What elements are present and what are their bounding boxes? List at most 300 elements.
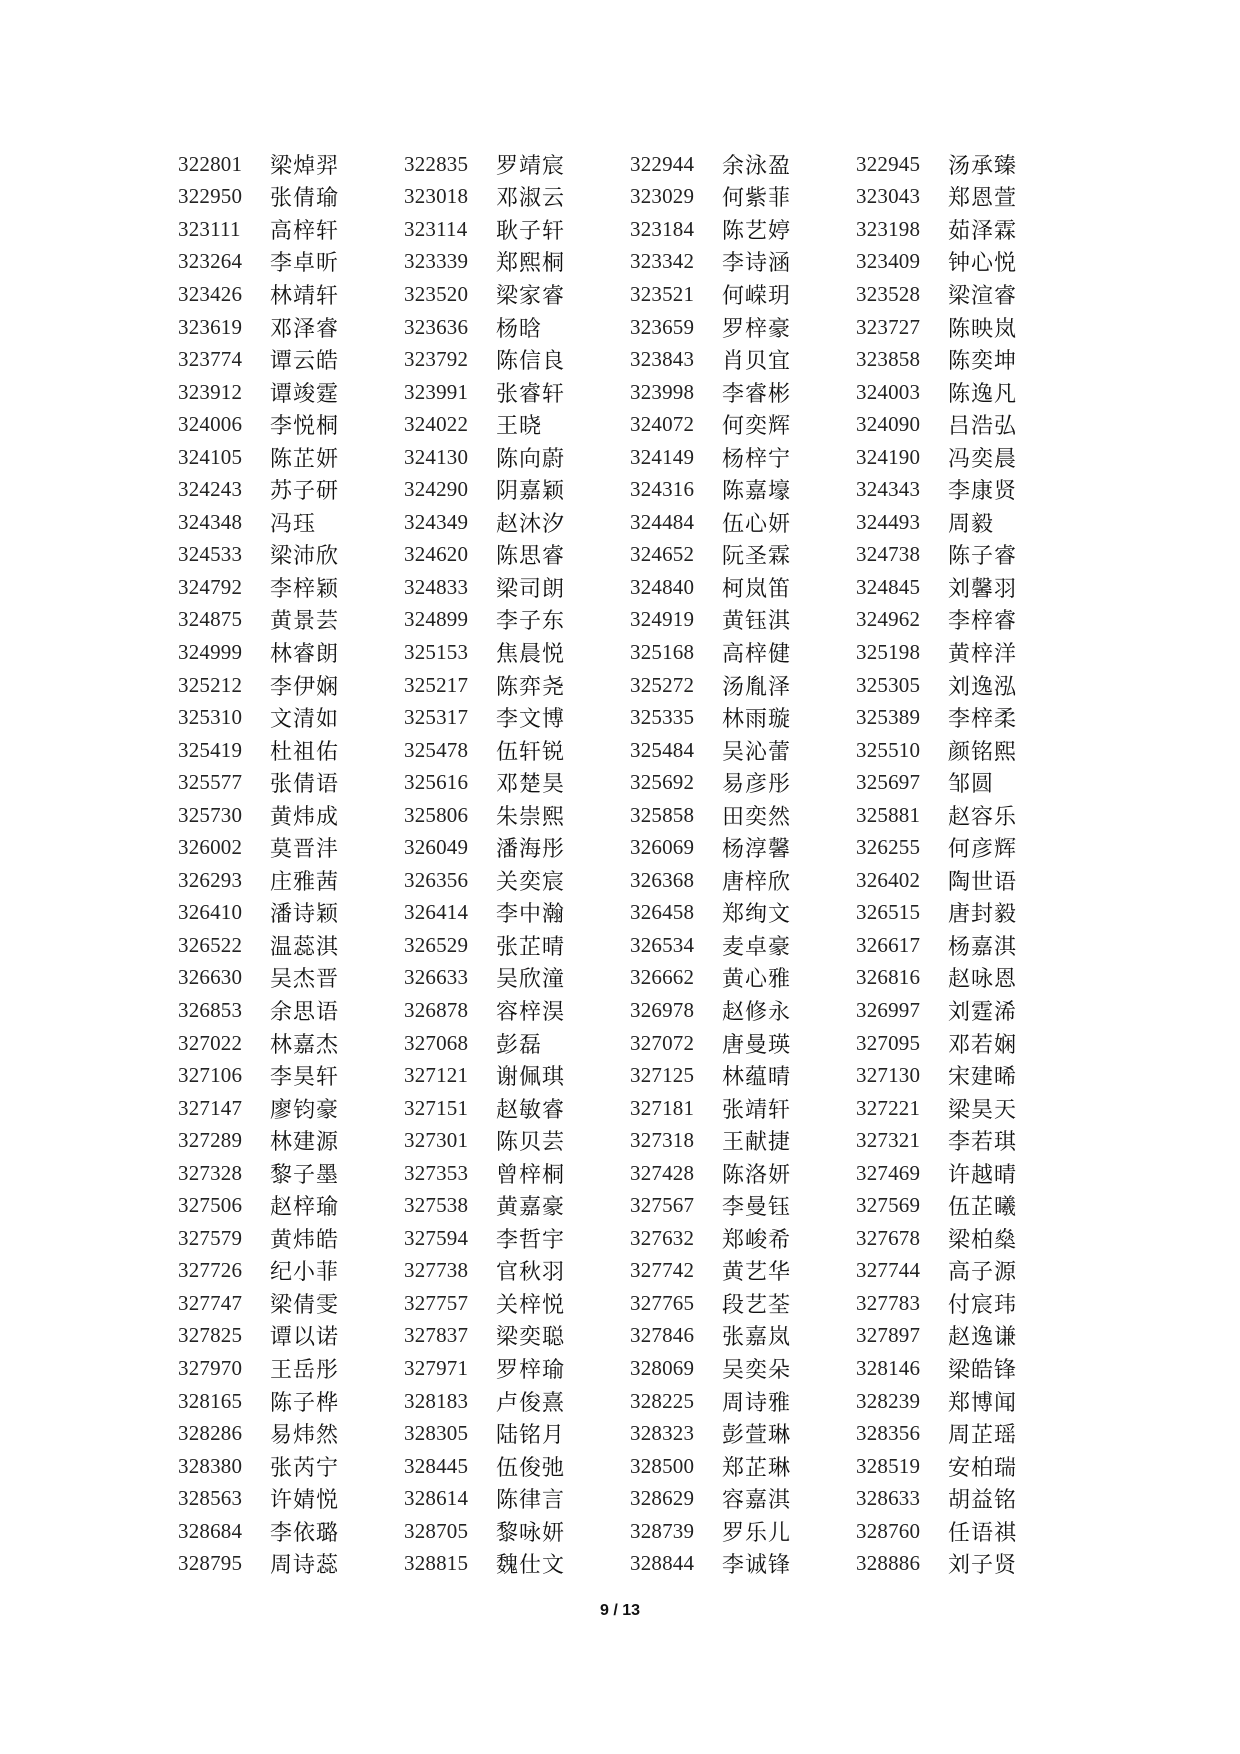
student-id: 327538 <box>404 1193 469 1218</box>
student-name: 李诗涵 <box>722 251 792 277</box>
student-id: 327353 <box>404 1160 469 1185</box>
roster-entry <box>856 246 1082 279</box>
student-id: 328815 <box>404 1551 469 1576</box>
student-id: 324072 <box>630 412 695 437</box>
roster-entry <box>404 734 630 767</box>
student-id: 324493 <box>856 509 921 534</box>
roster-entry <box>856 897 1082 930</box>
student-id: 326255 <box>856 835 921 860</box>
roster-entry <box>630 1450 856 1483</box>
student-id: 327744 <box>856 1258 921 1283</box>
roster-entry <box>404 1092 630 1125</box>
roster-entry <box>630 669 856 702</box>
student-name: 何奕辉 <box>722 414 792 440</box>
student-name: 谭以诺 <box>270 1325 340 1351</box>
student-name: 黄炜皓 <box>270 1227 340 1253</box>
student-name: 麦卓豪 <box>722 934 792 960</box>
student-id: 326617 <box>856 932 921 957</box>
student-name: 容嘉淇 <box>722 1488 792 1514</box>
student-id: 327579 <box>178 1225 243 1250</box>
student-id: 326878 <box>404 997 469 1022</box>
roster-entry <box>856 473 1082 506</box>
student-name: 陈弈尧 <box>496 674 566 700</box>
roster-entry <box>630 1059 856 1092</box>
student-id: 325478 <box>404 737 469 762</box>
roster-entry <box>856 506 1082 539</box>
student-id: 324840 <box>630 574 695 599</box>
roster-entry <box>856 1352 1082 1385</box>
student-name: 赵容乐 <box>948 804 1018 830</box>
student-name: 张倩瑜 <box>270 186 340 212</box>
roster-entry <box>630 213 856 246</box>
student-name: 邓若娴 <box>948 1032 1018 1058</box>
roster-entry <box>178 929 404 962</box>
student-id: 327757 <box>404 1290 469 1315</box>
student-id: 327289 <box>178 1128 243 1153</box>
roster-entry <box>856 1222 1082 1255</box>
roster-entry <box>178 408 404 441</box>
student-id: 327765 <box>630 1290 695 1315</box>
student-id: 328146 <box>856 1356 921 1380</box>
roster-entry <box>630 831 856 864</box>
student-name: 王献捷 <box>722 1130 792 1156</box>
roster-entry <box>630 799 856 832</box>
student-name: 陈信良 <box>496 349 566 375</box>
student-name: 陶世语 <box>948 869 1018 895</box>
student-name: 李哲宇 <box>496 1227 566 1253</box>
roster-entry <box>404 636 630 669</box>
student-name: 易彦彤 <box>722 772 792 798</box>
student-id: 326049 <box>404 835 469 860</box>
student-name: 潘海彤 <box>496 837 566 863</box>
roster-entry <box>404 962 630 995</box>
roster-entry <box>856 1255 1082 1288</box>
roster-entry <box>178 473 404 506</box>
roster-entry <box>404 1548 630 1581</box>
roster-entry <box>856 1190 1082 1223</box>
roster-entry <box>630 1548 856 1581</box>
student-id: 327567 <box>630 1193 695 1218</box>
student-id: 327095 <box>856 1030 921 1055</box>
student-name: 黄炜成 <box>270 804 340 830</box>
student-id: 328739 <box>630 1518 695 1543</box>
student-name: 陈艺婷 <box>722 218 792 244</box>
roster-entry <box>178 148 404 181</box>
roster-entry <box>630 1157 856 1190</box>
student-name: 李若琪 <box>948 1130 1018 1156</box>
student-id: 327147 <box>178 1095 243 1120</box>
student-name: 冯奕晨 <box>948 446 1018 472</box>
student-name: 颜铭熙 <box>948 739 1018 765</box>
roster-entry <box>178 181 404 214</box>
roster-entry <box>404 1287 630 1320</box>
student-id: 327151 <box>404 1095 469 1120</box>
roster-entry <box>856 831 1082 864</box>
roster-entry <box>630 1092 856 1125</box>
roster-entry <box>630 962 856 995</box>
roster-entry <box>630 539 856 572</box>
student-id: 326002 <box>178 835 243 860</box>
roster-entry <box>178 1352 404 1385</box>
roster-entry <box>856 734 1082 767</box>
student-name: 刘子贤 <box>948 1553 1018 1579</box>
roster-entry <box>630 1222 856 1255</box>
student-id: 323114 <box>404 216 468 241</box>
student-id: 324845 <box>856 574 921 599</box>
student-id: 325389 <box>856 705 921 730</box>
roster-entry <box>404 604 630 637</box>
roster-entry <box>178 1255 404 1288</box>
student-id: 323619 <box>178 314 243 339</box>
roster-entry <box>404 571 630 604</box>
student-name: 汤承臻 <box>948 153 1018 179</box>
student-name: 余思语 <box>270 999 340 1025</box>
roster-entry <box>630 1255 856 1288</box>
student-name: 高梓健 <box>722 641 792 667</box>
roster-entry <box>404 1190 630 1223</box>
student-name: 杨梓宁 <box>722 446 792 472</box>
student-id: 326368 <box>630 867 695 892</box>
student-id: 323998 <box>630 379 695 404</box>
roster-entry <box>404 441 630 474</box>
student-id: 323528 <box>856 281 921 306</box>
student-id: 328165 <box>178 1388 243 1413</box>
roster-entry <box>178 1450 404 1483</box>
student-name: 陈律言 <box>496 1488 566 1514</box>
roster-entry <box>630 1027 856 1060</box>
student-id: 325484 <box>630 737 695 762</box>
student-name: 容梓淏 <box>496 999 566 1025</box>
roster-entry <box>630 929 856 962</box>
student-name: 黄心雅 <box>722 967 792 993</box>
roster-entry <box>856 1287 1082 1320</box>
student-name: 陈子睿 <box>948 544 1018 570</box>
student-name: 周毅 <box>948 511 995 537</box>
student-id: 323184 <box>630 216 695 241</box>
student-id: 327072 <box>630 1030 695 1055</box>
student-id: 324533 <box>178 542 243 567</box>
student-name: 林蕴晴 <box>722 1065 792 1091</box>
student-id: 322950 <box>178 184 243 209</box>
student-name: 李梓睿 <box>948 609 1018 635</box>
roster-entry <box>404 181 630 214</box>
student-name: 陆铭月 <box>496 1423 566 1449</box>
student-id: 322801 <box>178 151 243 176</box>
student-name: 陈思睿 <box>496 544 566 570</box>
student-id: 323858 <box>856 347 921 372</box>
roster-entry <box>630 473 856 506</box>
student-name: 耿子轩 <box>496 218 566 244</box>
student-name: 罗乐儿 <box>722 1520 792 1546</box>
student-name: 李依璐 <box>270 1520 340 1546</box>
student-id: 327221 <box>856 1095 921 1120</box>
student-name: 陈嘉壕 <box>722 479 792 505</box>
student-id: 324962 <box>856 607 921 632</box>
student-name: 张倩语 <box>270 772 340 798</box>
roster-entry <box>856 701 1082 734</box>
roster-entry <box>404 343 630 376</box>
student-name: 刘馨羽 <box>948 576 1018 602</box>
student-name: 苏子研 <box>270 479 340 505</box>
student-name: 魏仕文 <box>496 1553 566 1579</box>
student-name: 焦晨悦 <box>496 641 566 667</box>
student-id: 324316 <box>630 477 695 502</box>
student-name: 梁家睿 <box>496 283 566 309</box>
roster-entry <box>856 1027 1082 1060</box>
student-name: 唐曼瑛 <box>722 1032 792 1058</box>
roster-entry <box>856 441 1082 474</box>
student-name: 王晓 <box>496 414 543 440</box>
student-id: 325419 <box>178 737 243 762</box>
roster-entry <box>404 799 630 832</box>
student-name: 陈芷妍 <box>270 446 340 472</box>
student-id: 327125 <box>630 1063 695 1088</box>
student-id: 325858 <box>630 802 695 827</box>
student-id: 324349 <box>404 509 469 534</box>
student-name: 阴嘉颖 <box>496 479 566 505</box>
student-name: 官秋羽 <box>496 1260 566 1286</box>
student-id: 323111 <box>178 216 241 241</box>
student-id: 328380 <box>178 1453 243 1478</box>
student-name: 梁昊天 <box>948 1097 1018 1123</box>
roster-entry <box>630 571 856 604</box>
student-name: 梁焯羿 <box>270 153 340 179</box>
student-id: 326534 <box>630 932 695 957</box>
roster-entry <box>178 701 404 734</box>
student-name: 杨淳馨 <box>722 837 792 863</box>
student-id: 323636 <box>404 314 469 339</box>
student-name: 林嘉杰 <box>270 1032 340 1058</box>
roster-entry <box>856 1548 1082 1581</box>
roster-entry <box>404 311 630 344</box>
student-id: 324130 <box>404 444 469 469</box>
student-id: 324022 <box>404 412 469 437</box>
student-name: 邓淑云 <box>496 186 566 212</box>
roster-entry <box>404 408 630 441</box>
roster-entry <box>178 278 404 311</box>
roster-entry <box>630 278 856 311</box>
student-name: 黄梓洋 <box>948 641 1018 667</box>
roster-entry <box>630 1482 856 1515</box>
student-name: 李文博 <box>496 707 566 733</box>
roster-entry <box>178 1027 404 1060</box>
roster-entry <box>178 766 404 799</box>
student-name: 林睿朗 <box>270 641 340 667</box>
student-id: 325577 <box>178 770 243 795</box>
student-id: 323339 <box>404 249 469 274</box>
student-name: 胡益铭 <box>948 1488 1018 1514</box>
student-name: 伍芷曦 <box>948 1195 1018 1221</box>
student-id: 328356 <box>856 1421 921 1446</box>
student-id: 327106 <box>178 1063 243 1088</box>
student-name: 吕浩弘 <box>948 414 1018 440</box>
student-id: 323659 <box>630 314 695 339</box>
student-id: 322945 <box>856 151 921 176</box>
student-id: 324899 <box>404 607 469 632</box>
student-id: 325212 <box>178 672 243 697</box>
roster-entry <box>856 343 1082 376</box>
student-name: 伍俊弛 <box>496 1455 566 1481</box>
student-id: 323409 <box>856 249 921 274</box>
roster-entry <box>404 278 630 311</box>
student-id: 328629 <box>630 1486 695 1511</box>
student-id: 328633 <box>856 1486 921 1511</box>
student-id: 327594 <box>404 1225 469 1250</box>
student-id: 328844 <box>630 1551 695 1576</box>
student-id: 328183 <box>404 1388 469 1413</box>
student-name: 黄钰淇 <box>722 609 792 635</box>
student-id: 327678 <box>856 1225 921 1250</box>
student-name: 阮圣霖 <box>722 544 792 570</box>
roster-entry <box>630 1417 856 1450</box>
student-id: 326515 <box>856 900 921 925</box>
student-id: 326522 <box>178 932 243 957</box>
roster-entry <box>856 1482 1082 1515</box>
student-id: 324006 <box>178 412 243 437</box>
student-name: 吴杰晋 <box>270 967 340 993</box>
student-name: 李睿彬 <box>722 381 792 407</box>
roster-entry <box>404 1157 630 1190</box>
roster-entry <box>630 1385 856 1418</box>
roster-entry <box>178 376 404 409</box>
student-name: 李伊娴 <box>270 674 340 700</box>
roster-entry <box>404 1385 630 1418</box>
name-roster-grid <box>178 148 1058 1580</box>
student-name: 何嵘玥 <box>722 283 792 309</box>
student-name: 许越晴 <box>948 1162 1018 1188</box>
roster-entry <box>630 1320 856 1353</box>
roster-entry <box>856 1417 1082 1450</box>
student-name: 汤胤泽 <box>722 674 792 700</box>
student-id: 325272 <box>630 672 695 697</box>
student-id: 324190 <box>856 444 921 469</box>
student-name: 钟心悦 <box>948 251 1018 277</box>
roster-entry <box>856 148 1082 181</box>
roster-entry <box>178 506 404 539</box>
roster-entry <box>856 311 1082 344</box>
student-id: 328886 <box>856 1551 921 1576</box>
student-name: 文清如 <box>270 707 340 733</box>
student-name: 黄嘉豪 <box>496 1195 566 1221</box>
student-id: 327825 <box>178 1323 243 1348</box>
student-name: 茹泽霖 <box>948 218 1018 244</box>
student-id: 327022 <box>178 1030 243 1055</box>
student-name: 郑绚文 <box>722 902 792 928</box>
student-id: 326853 <box>178 997 243 1022</box>
student-id: 327846 <box>630 1323 695 1348</box>
roster-entry <box>856 376 1082 409</box>
student-id: 328795 <box>178 1551 243 1576</box>
roster-entry <box>404 506 630 539</box>
roster-entry <box>856 929 1082 962</box>
student-id: 323912 <box>178 379 243 404</box>
student-name: 梁倩雯 <box>270 1292 340 1318</box>
student-id: 326458 <box>630 900 695 925</box>
student-name: 黎子墨 <box>270 1162 340 1188</box>
student-name: 梁司朗 <box>496 576 566 602</box>
roster-entry <box>404 897 630 930</box>
student-id: 323043 <box>856 184 921 209</box>
student-name: 李梓柔 <box>948 707 1018 733</box>
student-name: 廖钧豪 <box>270 1097 340 1123</box>
student-name: 谭竣霆 <box>270 381 340 407</box>
roster-entry <box>178 246 404 279</box>
student-id: 328563 <box>178 1486 243 1511</box>
student-id: 328239 <box>856 1388 921 1413</box>
roster-entry <box>856 994 1082 1027</box>
student-name: 梁沛欣 <box>270 544 340 570</box>
roster-entry <box>630 246 856 279</box>
student-id: 323520 <box>404 281 469 306</box>
student-id: 323264 <box>178 249 243 274</box>
student-id: 323792 <box>404 347 469 372</box>
roster-entry <box>178 343 404 376</box>
student-name: 陈向蔚 <box>496 446 566 472</box>
student-name: 赵敏睿 <box>496 1097 566 1123</box>
roster-entry <box>178 571 404 604</box>
roster-entry <box>630 376 856 409</box>
student-id: 326630 <box>178 965 243 990</box>
student-id: 327569 <box>856 1193 921 1218</box>
student-id: 328069 <box>630 1356 695 1380</box>
roster-entry <box>178 604 404 637</box>
student-id: 327301 <box>404 1128 469 1153</box>
roster-entry <box>178 1385 404 1418</box>
roster-entry <box>178 1287 404 1320</box>
roster-entry <box>178 1092 404 1125</box>
student-id: 325317 <box>404 705 469 730</box>
student-id: 328500 <box>630 1453 695 1478</box>
student-name: 李卓昕 <box>270 251 340 277</box>
student-id: 323727 <box>856 314 921 339</box>
student-id: 327970 <box>178 1356 243 1380</box>
student-name: 关梓悦 <box>496 1292 566 1318</box>
student-name: 王岳彤 <box>270 1358 340 1383</box>
roster-entry <box>630 441 856 474</box>
student-name: 李中瀚 <box>496 902 566 928</box>
roster-entry <box>178 1482 404 1515</box>
student-name: 李康贤 <box>948 479 1018 505</box>
student-name: 郑熙桐 <box>496 251 566 277</box>
roster-entry <box>178 636 404 669</box>
student-id: 324833 <box>404 574 469 599</box>
roster-entry <box>856 181 1082 214</box>
student-name: 李子东 <box>496 609 566 635</box>
student-name: 杨晗 <box>496 316 543 342</box>
student-id: 325153 <box>404 639 469 664</box>
student-id: 325168 <box>630 639 695 664</box>
student-name: 彭萱琳 <box>722 1423 792 1449</box>
roster-entry <box>630 864 856 897</box>
student-name: 李昊轩 <box>270 1065 340 1091</box>
student-name: 陈洛妍 <box>722 1162 792 1188</box>
student-id: 323198 <box>856 216 921 241</box>
student-id: 323991 <box>404 379 469 404</box>
student-name: 易炜然 <box>270 1423 340 1449</box>
student-id: 324875 <box>178 607 243 632</box>
student-id: 325198 <box>856 639 921 664</box>
roster-entry <box>856 1320 1082 1353</box>
roster-entry <box>404 1417 630 1450</box>
student-id: 325692 <box>630 770 695 795</box>
student-id: 327742 <box>630 1258 695 1283</box>
student-name: 林建源 <box>270 1130 340 1156</box>
roster-entry <box>856 1157 1082 1190</box>
student-id: 327738 <box>404 1258 469 1283</box>
student-id: 326414 <box>404 900 469 925</box>
student-name: 黄景芸 <box>270 609 340 635</box>
student-name: 谢佩琪 <box>496 1065 566 1091</box>
